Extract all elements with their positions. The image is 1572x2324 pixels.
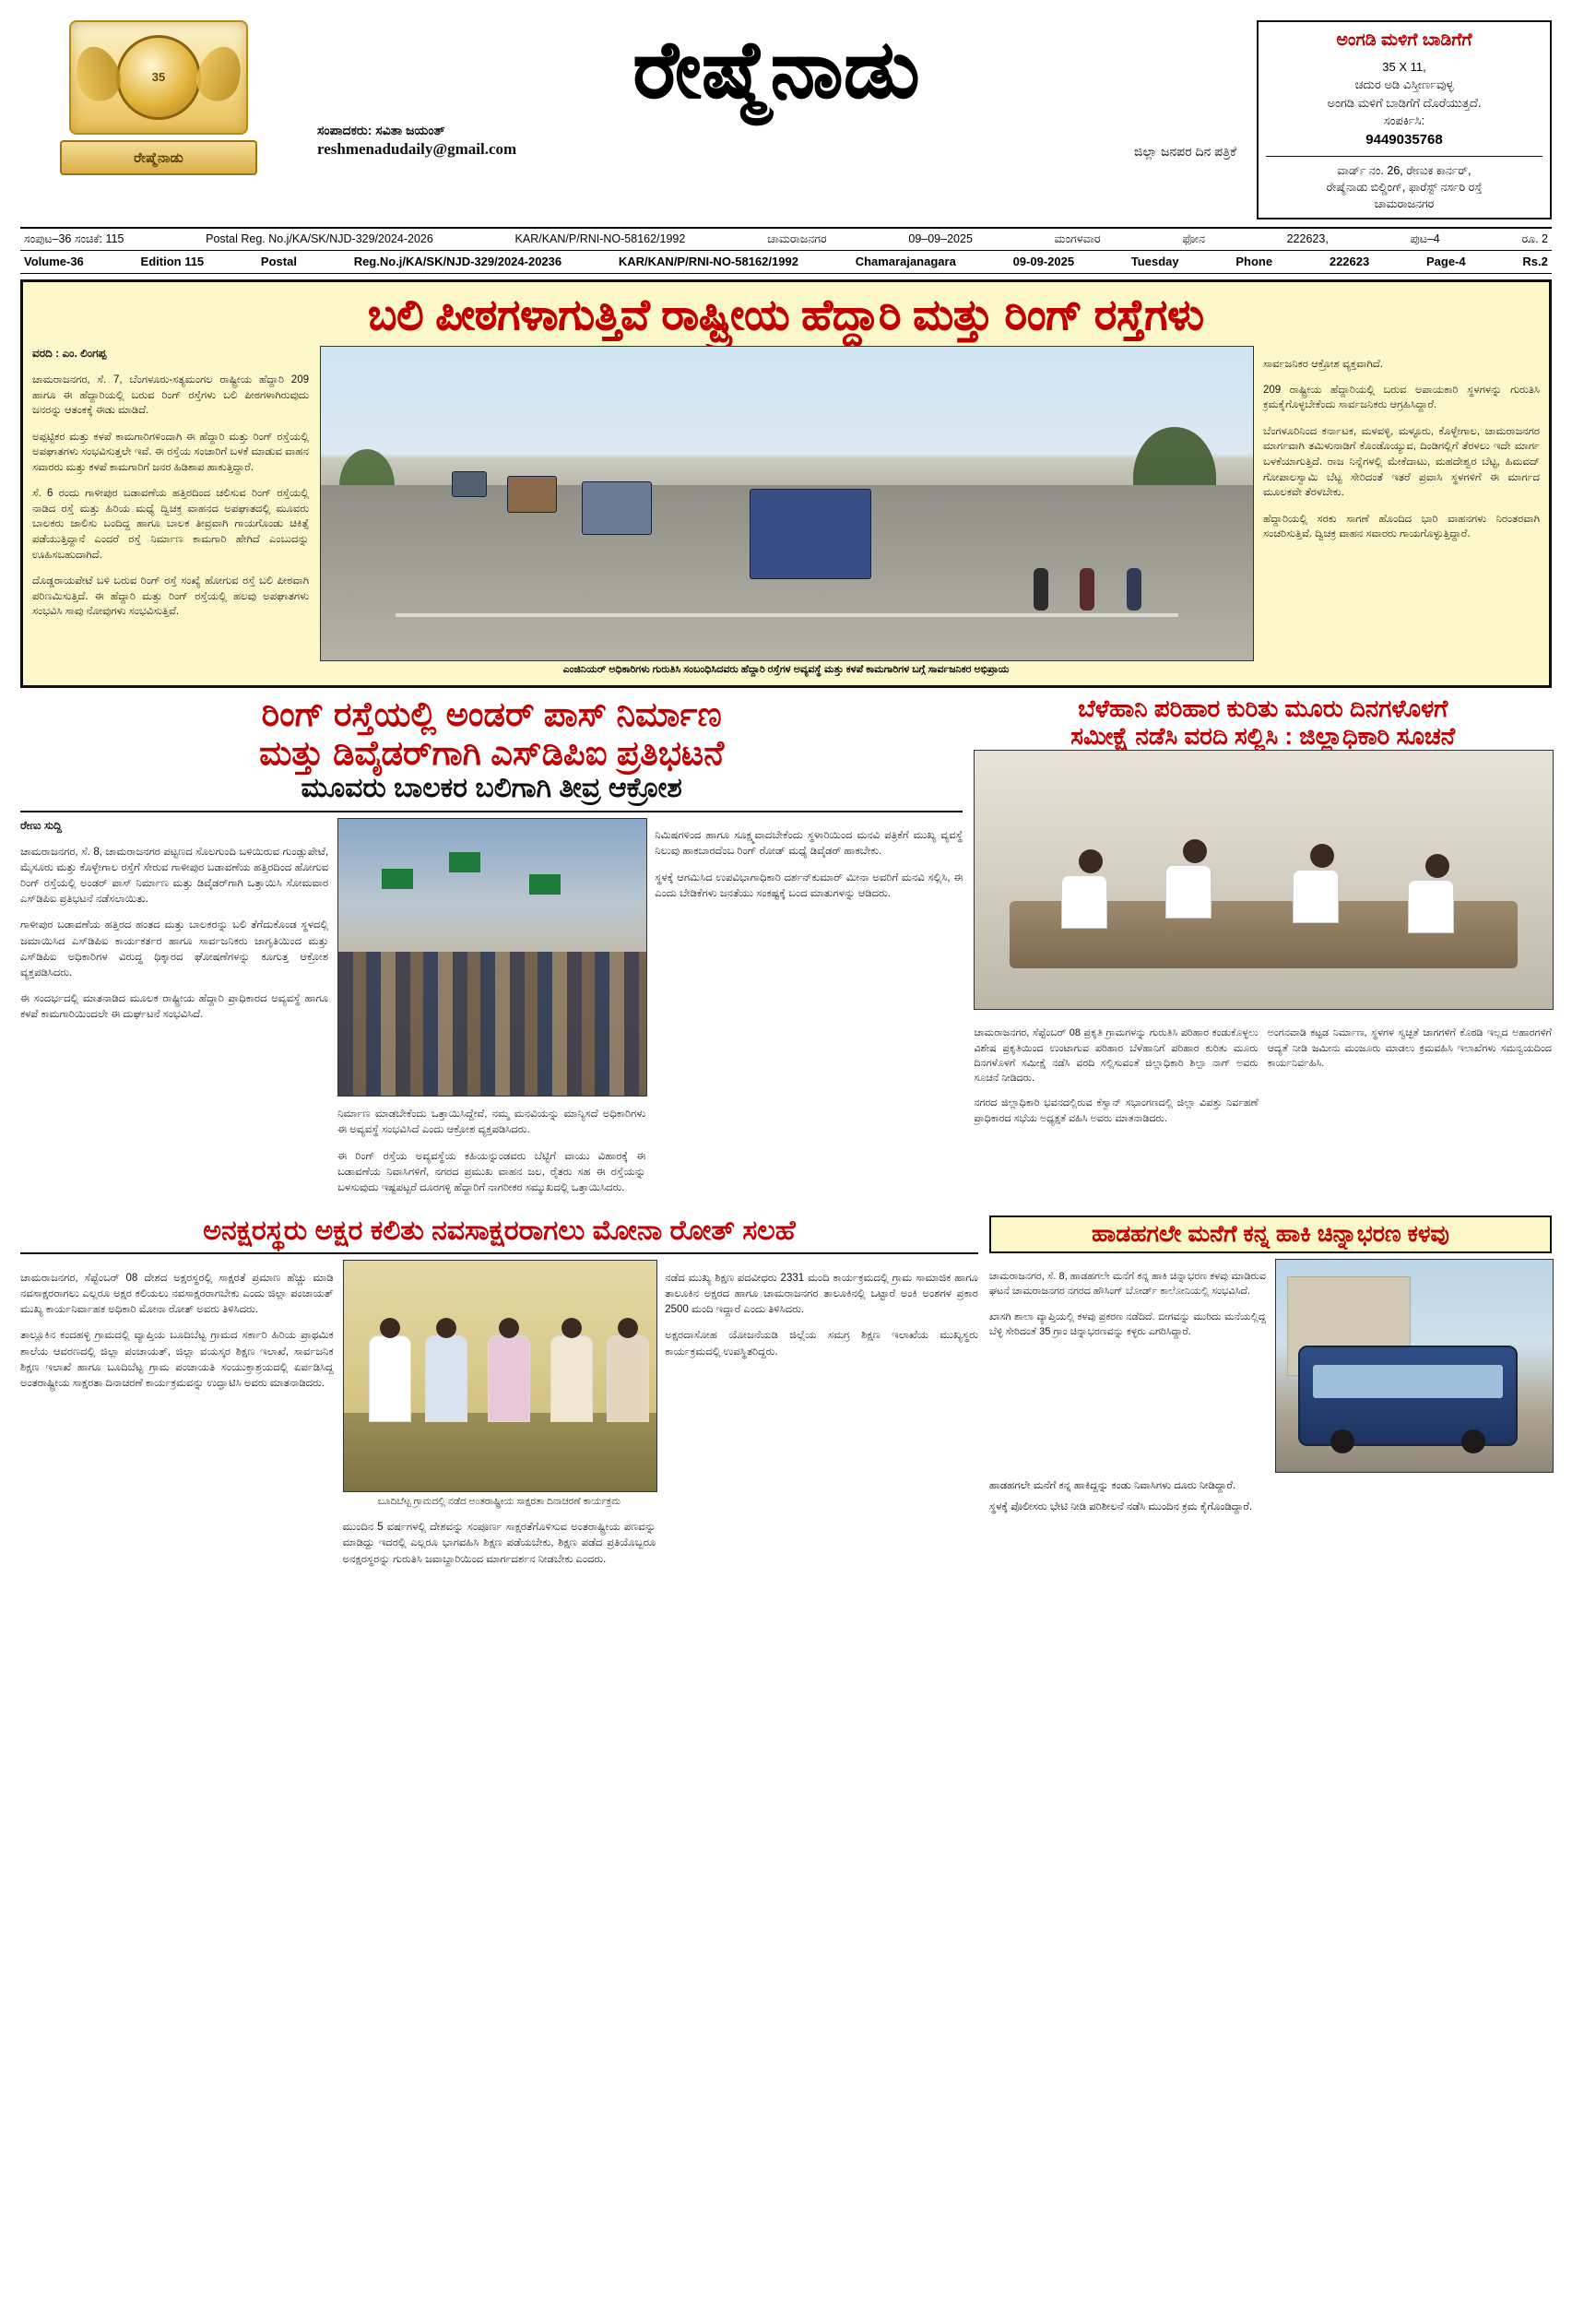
masthead xyxy=(20,17,1552,219)
flag-icon xyxy=(449,852,480,872)
person-icon xyxy=(1293,870,1339,923)
person-icon xyxy=(369,1335,411,1422)
theft-headline: ಹಾಡಹಗಲೇ ಮನೆಗೆ ಕನ್ನ ಹಾಕಿ ಚಿನ್ನಾಭರಣ ಕಳವು xyxy=(989,1215,1552,1253)
flag-icon xyxy=(382,869,413,889)
strip-day-en: Tuesday xyxy=(1130,255,1179,269)
protest-headline-line1: ರಿಂಗ್ ರಸ್ತೆಯಲ್ಲಿ ಅಂಡರ್ ಪಾಸ್ ನಿರ್ಮಾಣ xyxy=(261,695,722,734)
van-window xyxy=(1313,1365,1503,1398)
lead-c3-p3: ಬೆಂಗಳೂರಿನಿಂದ ಕರ್ನಾಟಕ, ಮಳವಳ್ಳಿ, ಮಳ್ಳೂರು, ಕೊಳ್ಳೇಗಾಲ, ಚಾಮರಾಜನಗರ ಮಾರ್ಗವಾಗಿ ತಮಿಳುನಾಡಿಗೆ ಕೊಂಡೊಯ್ಯುವ, ದಿಂಡಿಗಲ್ಲಿಗೆ ತೆರಳಲು ಇದೇ ಮಾರ್ಗ ಬಳಕೆಯಾಗುತ್ತಿದೆ. ರಾಜ ನಿನ್ನೆಗಳಲ್ಲಿ ಮೇಕೆದಾಟು, ಮಹದೇಶ್ವರ ಬೆಟ್ಟ, ಹಿಮವದ್ ಗೋಪಾಲಸ್ವಾಮಿ ಬೆಟ್ಟ ಸೇರಿದಂತೆ ಇತರೆ ಪ್ರವಾಸಿ ಸ್ಥಳಗಳಿಗೆ ಈ ಮಾರ್ಗದ ಮೂಲಕವೇ ತೆರಳಬೇಕು. xyxy=(1263,425,1540,499)
person-icon xyxy=(1079,849,1103,873)
highway-traffic-photo xyxy=(320,346,1254,661)
protest-column-3 xyxy=(655,818,963,1207)
divider xyxy=(20,811,963,812)
strip-row-english xyxy=(20,250,1552,273)
crop-headline-line2: ಸಮೀಕ್ಷೆ ನಡೆಸಿ ವರದಿ ಸಲ್ಲಿಸಿ : ಜಿಲ್ಲಾಧಿಕಾರಿ ಸೂಚನೆ xyxy=(1070,721,1456,750)
lead-c3-p2: 209 ರಾಷ್ಟ್ರೀಯ ಹೆದ್ದಾರಿಯಲ್ಲಿ ಬರುವ ಅಪಾಯಕಾರಿ ಸ್ಥಳಗಳನ್ನು ಗುರುತಿಸಿ ಕ್ರಮಕೈಗೊಳ್ಳಬೇಕೆಂದು ಸಾರ್ವಜನಿಕರು ಆಗ್ರಹಿಸಿದ್ದಾರೆ. xyxy=(1263,384,1540,411)
ad-line1: 35 X 11, xyxy=(1382,59,1426,74)
strip-phone-en: 222623 xyxy=(1329,255,1370,269)
divider xyxy=(20,1252,978,1254)
literacy-c2-p1: ಮುಂದಿನ 5 ವರ್ಷಗಳಲ್ಲಿ ದೇಶವನ್ನು ಸಂಪೂರ್ಣ ಸಾಕ್ಷರತೆಗೊಳಿಸುವ ಅಂತರಾಷ್ಟ್ರೀಯ ಪಣವನ್ನು ಮಾಡಿದ್ದು ಇದರಲ್ಲಿ ಎಲ್ಲರೂ ಭಾಗವಹಿಸಿ ಶಿಕ್ಷಣ ಪಡೆಯಬೇಕು, ಶಿಕ್ಷಣ ಪಡೆದ ಪ್ರತಿಯೊಬ್ಬರೂ ಅನಕ್ಷರಸ್ಥರನ್ನು ಗುರುತಿಸಿ ಜವಾಬ್ದಾರಿಯಿಂದ ಮಾರ್ಗದರ್ಶನ ನೀಡಬೇಕು ಎಂದರು. xyxy=(342,1522,656,1565)
theft-column-1 xyxy=(989,1259,1266,1473)
lead-photo-caption: ಎಂಜಿನಿಯರ್ ಅಧಿಕಾರಿಗಳು ಗುರುತಿಸಿ ಸಂಬಂಧಿಸಿದವರು ಹೆದ್ದಾರಿ ರಸ್ತೆಗಳ ಅವ್ಯವಸ್ಥೆ ಮತ್ತು ಕಳಪೆ ಕಾಮಗಾರಿಗಳ ಬಗ್ಗೆ ಸಾರ್ವಜನಿಕರ ಅಭಿಪ್ರಾಯ xyxy=(562,664,1010,676)
person-icon xyxy=(1061,875,1107,929)
strip-place-en: Chamarajanagara xyxy=(855,255,956,269)
protest-c2-p1: ನಿರ್ಮಾಣ ಮಾಡಬೇಕೆಂದು ಒತ್ತಾಯಿಸಿದ್ದೇವೆ, ನಮ್ಮ ಮನವಿಯನ್ನು ಮಾನ್ಯಿಸದೆ ಅಧಿಕಾರಿಗಳು ಈ ಅವ್ಯವಸ್ಥೆ ಸಂಭವಿಸಿದೆ ಎಂದು ಆಕ್ರೋಶ ವ್ಯಕ್ತಪಡಿಸಿದರು. xyxy=(337,1109,646,1136)
strip-pages-kn: ಪುಟ–4 xyxy=(1410,232,1440,246)
tagline: ಜಿಲ್ಲಾ ಜನಪರ ದಿನ ಪತ್ರಿಕೆ xyxy=(1134,144,1236,160)
lead-c3-p1: ಸಾರ್ವಜನಿಕರ ಆಕ್ರೋಶ ವ್ಯಕ್ತವಾಗಿದೆ. xyxy=(1263,358,1383,370)
strip-price-kn: ರೂ. 2 xyxy=(1521,232,1548,246)
strip-date-kn: 09–09–2025 xyxy=(908,232,973,246)
dc-meeting-photo xyxy=(974,750,1554,1010)
protest-crowd-photo xyxy=(337,818,647,1097)
protest-c1-p3: ಈ ಸಂದರ್ಭದಲ್ಲಿ ಮಾತನಾಡಿದ ಮೂಲಕ ರಾಷ್ಟ್ರೀಯ ಹೆದ್ದಾರಿ ಪ್ರಾಧಿಕಾರದ ಅವ್ಯವಸ್ಥೆ ಹಾಗೂ ಕಳಪೆ ಕಾಮಗಾರಿಯಿಂದಲೇ ಈ ದುರ್ಘಟನೆ ಸಂಭವಿಸಿದೆ. xyxy=(20,993,329,1021)
theft-columns xyxy=(989,1259,1552,1473)
vehicle-icon xyxy=(582,481,652,535)
theft-p3: ಹಾಡಹಗಲೇ ಮನೆಗೆ ಕನ್ನ ಹಾಕಿದ್ದನ್ನು ಕಂಡು ನಿವಾಸಿಗಳು ದೂರು ನೀಡಿದ್ದಾರೆ. xyxy=(988,1480,1236,1491)
crop-column-2 xyxy=(1268,1015,1552,1136)
theft-story xyxy=(989,1215,1552,1578)
section-three xyxy=(20,1215,1552,1578)
lead-c1-p4: ದೊಡ್ಡರಾಯಪೇಟೆ ಬಳಿ ಬರುವ ರಿಂಗ್ ರಸ್ತೆ ಸಂಖ್ಯೆ ಹೋಗುವ ರಸ್ತೆ ಬಲಿ ಪೀಠವಾಗಿ ಪರಿಣಮಿಸುತ್ತಿದೆ. ಈ ಹೆದ್ದಾರಿ ಮತ್ತು ರಿಂಗ್ ರಸ್ತೆಯಲ್ಲಿ ಹಲವು ಅಪಘಾತಗಳು ಸಂಭವಿಸಿ ಸಾವು ನೋವುಗಳು ಸಂಭವಿಸುತ್ತಿವೆ. xyxy=(32,575,309,618)
vehicle-icon xyxy=(507,476,557,513)
protest-c1-p2: ಗಾಳೀಪುರ ಬಡಾವಣೆಯ ಹತ್ತಿರದ ಹಂತದ ಮತ್ತು ಬಾಲಕರನ್ನು ಬಲಿ ತೆಗೆದುಕೊಂಡ ಸ್ಥಳದಲ್ಲಿ ಜಮಾಯಿಸಿದ ಎಸ್‌ಡಿಪಿಐ ಕಾರ್ಯಕರ್ತರ ಹಾಗೂ ಸಾರ್ವಜನಿಕರು ಜಾಗೃತಿಯಿಂದ ಮತ್ತು ಎಸ್‌ಡಿಪಿಐ ಅಧಿಕಾರಿಗಳ ವಿರುದ್ಧ ಧಿಕ್ಕಾರದ ಘೋಷಣೆಗಳನ್ನು ಕೂಗುತ್ತ ಆಕ್ರೋಶ ವ್ಯಕ್ತಪಡಿಸಿದರು. xyxy=(20,919,329,978)
person-icon xyxy=(425,1335,467,1422)
lead-c1-p3: ಸೆ. 6 ರಂದು ಗಾಳೀಪುರ ಬಡಾವಣೆಯ ಹತ್ತಿರದಿಂದ ಚಲಿಸುವ ರಿಂಗ್ ರಸ್ತೆಯಲ್ಲಿ ನಾಡಿದ ರಸ್ತೆ ಮತ್ತು ಹಿರಿಯ ಮಧ್ಯೆ ದ್ವಿಚಕ್ರ ವಾಹನದ ಅಪಘಾತದಲ್ಲಿ ಮೂವರು ಬಾಲಕರು ಜಾಲಿಸು ಬಂದಿದ್ದ ಹಾಗೂ ಬಾಲಕ ತೀವ್ರವಾಗಿ ಗಾಯಗೊಂಡು ಚಿಕಿತ್ಸೆ ಪಡೆಯುತ್ತಿದ್ದಾನೆ ಎಂದರೆ ರಸ್ತೆ ನಿರ್ಮಾಣ ಕಾಮಗಾರಿ ಹೇಗಿದೆ ಎಂಬುದನ್ನು ಊಹಿಸಬಹುದಾಗಿದೆ. xyxy=(32,488,309,561)
theft-p4: ಸ್ಥಳಕ್ಕೆ ಪೊಲೀಸರು ಭೇಟಿ ನೀಡಿ ಪರಿಶೀಲನೆ ನಡೆಸಿ ಮುಂದಿನ ಕ್ರಮ ಕೈಗೊಂಡಿದ್ದಾರೆ. xyxy=(988,1501,1253,1513)
lead-column-3 xyxy=(1263,346,1540,676)
paper-title: ರೇಷ್ಮೆನಾಡು xyxy=(632,26,921,114)
literacy-column-2 xyxy=(343,1260,656,1578)
email-label[interactable]: reshmenadudaily@gmail.com xyxy=(317,140,517,159)
wheel-icon xyxy=(1330,1429,1354,1453)
ad-line2: ಚದುರ ಅಡಿ ವಿಸ್ತೀರ್ಣವುಳ್ಳ xyxy=(1354,77,1454,91)
person-icon xyxy=(1310,844,1334,868)
lead-c1-p1: ಚಾಮರಾಜನಗರ, ಸೆ. 7, ಬೆಂಗಳೂರು-ಸತ್ಯಮಂಗಲ ರಾಷ್ಟ್ರೀಯ ಹೆದ್ದಾರಿ 209 ಹಾಗೂ ಈ ಹೆದ್ದಾರಿಯಲ್ಲಿ ಬರುವ ರಿಂಗ್ ರಸ್ತೆಗಳು ಬಲಿ ಪೀಠಗಳಾಗಿರುವುದು ಜನರನ್ನು ಆತಂಕಕ್ಕೆ ಈಡು ಮಾಡಿದೆ. xyxy=(32,374,309,417)
ad-line3: ಅಂಗಡಿ ಮಳಿಗೆ ಬಾಡಿಗೆಗೆ ದೊರೆಯುತ್ತದೆ. xyxy=(1327,95,1482,110)
strip-phone-label-en: Phone xyxy=(1235,255,1273,269)
publication-info-strip xyxy=(20,227,1552,273)
protest-subheadline: ಮೂವರು ಬಾಲಕರ ಬಲಿಗಾಗಿ ತೀವ್ರ ಆಕ್ರೋಶ xyxy=(301,773,682,804)
crop-column-1 xyxy=(974,1015,1258,1136)
house-and-van-photo xyxy=(1275,1259,1554,1473)
strip-phone-label-kn: ಫೋನ xyxy=(1182,232,1205,246)
strip-row-kannada xyxy=(20,229,1552,250)
strip-place-kn: ಚಾಮರಾಜನಗರ xyxy=(767,232,827,246)
logo-block xyxy=(20,17,297,175)
vehicle-icon xyxy=(750,489,871,579)
protest-c2-p2: ಈ ರಿಂಗ್ ರಸ್ತೆಯ ಅವ್ಯವಸ್ಥೆಯ ಕಹಿಯನ್ನುಂಡವರು ಬೆಟ್ಟಿಗೆ ವಾಯು ವಿಹಾರಕ್ಕೆ ಈ ಬಡಾವಣೆಯ ನಿವಾಸಿಗಳಿಗೆ, ನಗರದ ಪ್ರಮುಖ ವಾಹನ ಜಲ, ರೈತರು ಸಹ ಈ ರಸ್ತೆಯನ್ನು ಬಳಸುವುದು ಇಷ್ಟಪಟ್ಟರೆ ದೂರಗಳ್ಳಿ ಹೆದ್ದಾರಿಗೆ ನಾಗರೀಕರ ಸಮ್ಮುಖದಲ್ಲಿ ಒತ್ತಾಯಿಸಿದರು. xyxy=(337,1150,646,1193)
strip-volume-kn: ಸಂಪುಟ–36 ಸಂಚಿಕೆ: 115 xyxy=(24,232,124,246)
flag-icon xyxy=(529,874,561,895)
literacy-c3-p1: ನಡೆದ ಮುಖ್ಯ ಶಿಕ್ಷಣ ಪದವೀಧರು 2331 ಮಂದಿ ಕಾರ್ಯಕ್ರಮದಲ್ಲಿ ಗ್ರಾಮ ಸಾಮಾಜಿಕ ಹಾಗೂ ತಾಲೂಕಿನ ಅಕ್ಷರದ ಹಾಗೂ ಚಾಮರಾಜನಗರ ತಾಲೂಕಿನಲ್ಲಿ ಒಟ್ಟಾರೆ ಅಂಕಿ ಅಂಶಗಳ ಪ್ರಕಾರ 2500 ಮಂದಿ ಇದ್ದಾರೆ ಎಂದು ತಿಳಿಸಿದರು. xyxy=(665,1272,978,1315)
person-icon xyxy=(1034,568,1048,611)
medal-wing-left-icon xyxy=(69,41,126,106)
stage-area xyxy=(344,1413,657,1491)
protest-headline-line2: ಮತ್ತು ಡಿವೈಡರ್‌ಗಾಗಿ ಎಸ್‌ಡಿಪಿಐ ಪ್ರತಿಭಟನೆ xyxy=(259,734,725,773)
person-icon xyxy=(607,1335,649,1422)
person-icon xyxy=(1183,839,1207,863)
theft-p1: ಚಾಮರಾಜನಗರ, ಸೆ. 8, ಹಾಡಹಗಲೇ ಮನೆಗೆ ಕನ್ನ ಹಾಕಿ ಚಿನ್ನಾಭರಣ ಕಳವು ಮಾಡಿರುವ ಘಟನೆ ಚಾಮರಾಜನಗರ ನಗರದ ಹೌಸಿಂಗ್ ಬೋರ್ಡ್ ಕಾಲೋನಿಯಲ್ಲಿ ಸಂಭವಿಸಿದೆ. xyxy=(988,1271,1266,1298)
lead-c1-p2: ಅಪ್ಪಟ್ಟಿಕರ ಮತ್ತು ಕಳಪೆ ಕಾಮಗಾರಿಗಳಿಂದಾಗಿ ಈ ಹೆದ್ದಾರಿ ಮತ್ತು ರಿಂಗ್ ರಸ್ತೆಯಲ್ಲಿ ಅಪಘಾತಗಳು ಸಂಭವಿಸುತ್ತಲೇ ಇವೆ. ಈ ರಸ್ತೆಯ ಸಂಚಾರಿಗೆ ಬಳಕೆ ಮಾಡುವ ವಾಹನ ಸವಾರರು ಮತ್ತು ಕಳಪೆ ಕಾಮಗಾರಿಗೆ ಜನರ ಹಿಡಿಶಾಪ ಹಾಕುತ್ತಿದ್ದಾರೆ. xyxy=(32,431,309,473)
classified-ad-box xyxy=(1257,20,1552,219)
literacy-c1-p2: ತಾಲ್ಲೂಕಿನ ಕಂದಹಳ್ಳಿ ಗ್ರಾಮದಲ್ಲಿ ವ್ಯಾಪ್ತಿಯ ಬೂದಿಬೆಟ್ಟ ಗ್ರಾಮದ ಸರ್ಕಾರಿ ಹಿರಿಯ ಪ್ರಾಥಮಿಕ ಶಾಲೆಯ ಆವರಣದಲ್ಲಿ ಜಿಲ್ಲಾ ಪಂಚಾಯತ್, ಜಿಲ್ಲಾ ವಯಸ್ಕರ ಶಿಕ್ಷಣ ಇಲಾಖೆ, ಸಾರ್ವಜನಿಕ ಶಿಕ್ಷಣ ಇಲಾಖೆ ಹಾಗೂ ಬೂದಿಬೆಟ್ಟ ಗ್ರಾಮ ಪಂಚಾಯತಿ ಸಂಯುಕ್ತಾಶ್ರಯದಲ್ಲಿ ಏರ್ಪಡಿಸಿದ್ದ ಅಂತರಾಷ್ಟ್ರೀಯ ಸಾಕ್ಷರತಾ ದಿನಾಚರಣೆ ಕಾರ್ಯಕ್ರಮವನ್ನು ಉದ್ಘಾಟಿಸಿ ಅವರು ಮಾತನಾಡಿದರು. xyxy=(20,1330,334,1389)
strip-rni-kn: KAR/KAN/P/RNI-NO-58162/1992 xyxy=(514,232,686,246)
literacy-c3-p2: ಅಕ್ಷರದಾಸೋಹ ಯೋಜನೆಯಡಿ ಜಿಲ್ಲೆಯ ಸಮಗ್ರ ಶಿಕ್ಷಣ ಇಲಾಖೆಯ ಮುಖ್ಯಸ್ಥರು ಕಾರ್ಯಕ್ರಮದಲ್ಲಿ ಉಪಸ್ಥಿತರಿದ್ದರು. xyxy=(665,1330,978,1358)
protest-c3-p2: ಸ್ಥಳಕ್ಕೆ ಆಗಮಿಸಿದ ಉಪವಿಭಾಗಾಧಿಕಾರಿ ದರ್ಶನ್‌ಕುಮಾರ್ ಮೀನಾ ಅವರಿಗೆ ಮನವಿ ಸಲ್ಲಿಸಿ, ಈ ಎಂದು ಬೇಡಿಕೆಗಳು ಜನತೆಯು ಸಂಕಷ್ಟಕ್ಕೆ ಬಂದ ಮಾತುಗಳನ್ನು ಆಡಿದರು. xyxy=(655,872,963,899)
ad-address-3: ಚಾಮರಾಜನಗರ xyxy=(1374,197,1435,211)
protest-column-2 xyxy=(337,818,645,1207)
ad-title: ಅಂಗಡಿ ಮಳಿಗೆ ಬಾಡಿಗೆಗೆ xyxy=(1336,30,1472,50)
literacy-column-3 xyxy=(665,1260,978,1578)
protest-story xyxy=(20,695,963,1206)
literacy-headline: ಅನಕ್ಷರಸ್ಥರು ಅಕ್ಷರ ಕಲಿತು ನವಸಾಕ್ಷರರಾಗಲು ಮೋನಾ ರೋತ್ ಸಲಹೆ xyxy=(203,1215,796,1247)
crop-c5-p1: ಅಂಗನವಾಡಿ ಕಟ್ಟಡ ನಿರ್ಮಾಣ, ಸ್ಥಳಗಳ ಸ್ವಚ್ಛತೆ ಜಾಗಗಳಿಗೆ ಕೊಠಡಿ ಇಲ್ಲದ ಅಹಾರಗಳಿಗೆ ಆದ್ಯತೆ ನೀಡಿ ಜಮೀನು ಮಂಜೂರು ಮಾಡಲು ಕ್ರಮವಹಿಸಿ ಇಲಾಖೆಗಳು ಸಮನ್ವಯದಿಂದ ಕಾರ್ಯನಿರ್ವಹಿಸಿ. xyxy=(1267,1027,1552,1069)
crop-c4-p2: ನಗರದ ಜಿಲ್ಲಾಧಿಕಾರಿ ಭವನದಲ್ಲಿರುವ ಕೆಸ್ವಾನ್ ಸಭಾಂಗಣದಲ್ಲಿ ಜಿಲ್ಲಾ ವಿಪತ್ತು ನಿರ್ವಹಣೆ ಪ್ರಾಧಿಕಾರದ ಸಭೆಯ ಅಧ್ಯಕ್ಷತೆ ವಹಿಸಿ ಅವರು ಮಾತನಾಡಿದರು. xyxy=(974,1097,1259,1124)
protest-column-1 xyxy=(20,818,328,1207)
ad-address-1: ವಾರ್ಡ್ ನಂ. 26, ರೇಣುಕ ಕಾರ್ನರ್, xyxy=(1337,164,1472,177)
theft-column-2 xyxy=(1275,1259,1552,1473)
crop-headline-line1: ಬೆಳೆಹಾನಿ ಪರಿಹಾರ ಕುರಿತು ಮೂರು ದಿನಗಳೊಳಗೆ xyxy=(1078,694,1448,723)
logo-banner: ರೇಷ್ಮೆನಾಡು xyxy=(60,140,257,175)
medal-ring-label: 35 xyxy=(116,35,201,120)
section-two xyxy=(20,695,1552,1206)
lane-marking xyxy=(396,613,1178,617)
person-icon xyxy=(1127,568,1141,611)
strip-postal-en: Reg.No.j/KA/SK/NJD-329/2024-20236 xyxy=(353,255,562,269)
lead-story xyxy=(20,279,1552,689)
title-subline xyxy=(306,122,1247,160)
theft-p2: ಖಾಸಗಿ ಶಾಲಾ ವ್ಯಾಪ್ತಿಯಲ್ಲಿ ಕಳವು ಪ್ರಕರಣ ನಡೆದಿದೆ. ಬೀಗವನ್ನು ಮುರಿದು ಮನೆಯಲ್ಲಿದ್ದ ಬೆಳ್ಳಿ ಸೇರಿದಂತೆ 35 ಗ್ರಾಂ ಚಿನ್ನಾಭರಣವನ್ನು ಕಳ್ಳರು ಎಗರಿಸಿದ್ದಾರೆ. xyxy=(988,1310,1266,1337)
medal-wing-right-icon xyxy=(191,41,248,106)
ad-address-2: ರೇಷ್ಮೆನಾಡು ಬಿಲ್ಡಿಂಗ್, ಫಾರೆಸ್ಟ್ ನರ್ಸರಿ ರಸ್ತೆ xyxy=(1326,181,1483,195)
protest-columns xyxy=(20,818,963,1207)
literacy-column-1 xyxy=(20,1260,334,1578)
strip-rni-en: KAR/KAN/P/RNI-NO-58162/1992 xyxy=(618,255,798,269)
strip-date-en: 09-09-2025 xyxy=(1012,255,1075,269)
person-icon xyxy=(1425,854,1449,878)
strip-phone-kn: 222623, xyxy=(1286,232,1329,246)
crop-loss-story xyxy=(974,695,1552,1206)
literacy-c1-p1: ಚಾಮರಾಜನಗರ, ಸೆಪ್ಟೆಂಬರ್ 08 ದೇಶದ ಅಕ್ಷರಸ್ಥರಲ್ಲಿ ಸಾಕ್ಷರತೆ ಪ್ರಮಾಣ ಹೆಚ್ಚು ಮಾಡಿ ನವಸಾಕ್ಷರರಾಗಲು ಎಲ್ಲರೂ ಅಕ್ಷರ ಕಲಿಯಲು ನವಸಾಕ್ಷರರಾಗಬೇಕು ಎಂದು ಜಿಲ್ಲಾ ಪಂಚಾಯತ್ ಮುಖ್ಯ ಕಾರ್ಯನಿರ್ವಾಹಕ ಅಧಿಕಾರಿ ಮೋನಾ ರೋತ್ ಅವರು ತಿಳಿಸಿದರು. xyxy=(20,1272,334,1315)
lead-photo-block xyxy=(320,346,1252,676)
protest-c3-p1: ನಿಮಿಷಗಳಿಂದ ಹಾಗೂ ಸೂಕ್ಷ್ಮವಾದಬೇಕೆಂದು ಸ್ಥಳಾರಿಯಿಂದ ಮನವಿ ಪತ್ರಿಕೆಗೆ ಮುಖ್ಯ ವ್ಯವಸ್ಥೆ ನಿಲುವು ಹಾಕಬಾರದೆಂಬ ರಿಂಗ್ ರೋಡ್ ಮಧ್ಯೆ ಡಿವೈಡರ್ ಹಾಕಬೇಕು. xyxy=(655,830,963,858)
person-icon xyxy=(1408,880,1454,933)
strip-day-kn: ಮಂಗಳವಾರ xyxy=(1054,232,1101,246)
strip-pages-en: Page-4 xyxy=(1425,255,1466,269)
ad-phone[interactable]: 9449035768 xyxy=(1365,131,1443,148)
strip-postal-kn: Postal Reg. No.j/KA/SK/NJD-329/2024-2026 xyxy=(206,232,433,246)
ad-divider xyxy=(1266,156,1542,157)
lead-headline: ಬಲಿ ಪೀಠಗಳಾಗುತ್ತಿವೆ ರಾಷ್ಟ್ರೀಯ ಹೆದ್ದಾರಿ ಮತ್ತು ರಿಂಗ್ ರಸ್ತೆಗಳು xyxy=(368,290,1204,338)
literacy-event-photo xyxy=(343,1260,658,1492)
ad-contact-label: ಸಂಪರ್ಕಿಸಿ: xyxy=(1383,113,1425,127)
person-icon xyxy=(1165,865,1212,919)
crowd-area xyxy=(338,952,646,1096)
wheel-icon xyxy=(1461,1429,1485,1453)
person-icon xyxy=(488,1335,530,1422)
crop-columns xyxy=(974,1015,1552,1136)
strip-price-en: Rs.2 xyxy=(1522,255,1548,269)
protest-c1-p1: ಚಾಮರಾಜನಗರ, ಸೆ. 8, ಚಾಮರಾಜನಗರ ಪಟ್ಟಣದ ಸೊಲಗುಂದಿ ಬಳಿಯಿರುವ ಗುಂಡ್ಲುಪೇಟೆ, ಮೈಸೂರು ಮತ್ತು ಕೊಳ್ಳೇಗಾಲ ರಸ್ತೆಗೆ ಸೇರುವ ಗಾಳೀಪುರ ಬಡಾವಣೆಯ ಹತ್ತಿರದಿಂದ ಹೋಗುವ ರಿಂಗ್ ರಸ್ತೆಯಲ್ಲಿ ಅಂಡರ್ ಪಾಸ್ ನಿರ್ಮಾಣ ಮತ್ತು ಡಿವೈಡರ್‌ಗಾಗಿ ಒತ್ತಾಯಿಸಿ ಸೋಮವಾರ ಎಸ್‌ಡಿಪಿಐ ಪ್ರತಿಭಟನೆ ನಡೆಸಲಾಯಿತು. xyxy=(20,846,329,905)
title-block xyxy=(306,17,1247,160)
literacy-columns xyxy=(20,1260,978,1578)
person-icon xyxy=(1080,568,1094,611)
lead-body xyxy=(32,346,1540,676)
lead-column-1 xyxy=(32,346,309,676)
vehicle-icon xyxy=(452,471,487,497)
literacy-story xyxy=(20,1215,978,1578)
protest-byline: ರೇಣು ಸುದ್ದಿ xyxy=(20,818,62,832)
editor-label: ಸಂಪಾದಕರು: ಸವಿತಾ ಜಯಂತ್ xyxy=(317,123,445,138)
strip-edition-en: Edition 115 xyxy=(140,255,205,269)
van-icon xyxy=(1298,1346,1518,1447)
strip-volume-en: Volume-36 xyxy=(24,255,84,269)
anniversary-medal-icon xyxy=(69,20,248,135)
lead-byline: ವರದಿ : ಎಂ. ಲಿಂಗಪ್ಪ xyxy=(32,347,107,361)
strip-postal-label-en: Postal xyxy=(260,255,297,269)
literacy-photo-caption: ಬೂದಿಬೆಟ್ಟ ಗ್ರಾಮದಲ್ಲಿ ನಡೆದ ಅಂತರಾಷ್ಟ್ರೀಯ ಸಾಕ್ಷರತಾ ದಿನಾಚರಣೆ ಕಾರ್ಯಕ್ರಮ xyxy=(377,1496,621,1508)
crop-c4-p1: ಚಾಮರಾಜನಗರ, ಸೆಪ್ಟೆಂಬರ್ 08 ಪ್ರಕೃತಿ ಗ್ರಾಮಗಳನ್ನು ಗುರುತಿಸಿ ಪರಿಹಾರ ಕಂಡುಕೊಳ್ಳಲು ವಿಶೇಷ ಪ್ರಕೃತಿಯಿಂದ ಉಂಟಾಗುವ ಪರಿಹಾರ ಬೆಳೆಹಾನಿಗೆ ಪರಿಹಾರ ಕುರಿತು ಮೂರು ದಿನಗಳೊಳಗೆ ಸಮೀಕ್ಷೆ ನಡೆಸಿ ವರದಿ ಸಲ್ಲಿಸುವಂತೆ ಜಿಲ್ಲಾಧಿಕಾರಿ ಶಿಲ್ಪಾ ನಾಗ್ ಅವರು ಸೂಚನೆ ನೀಡಿದರು. xyxy=(974,1027,1259,1085)
lead-c3-p4: ಹೆದ್ದಾರಿಯಲ್ಲಿ ಸರಕು ಸಾಗಣೆ ಹೊಂದಿದ ಭಾರಿ ವಾಹನಗಳು ನಿರಂತರವಾಗಿ ಸಂಚರಿಸುತ್ತಿವೆ. ದ್ವಿಚಕ್ರ ವಾಹನ ಸವಾರರು ಗಾಯಗೊಳ್ಳುತ್ತಿದ್ದಾರೆ. xyxy=(1263,513,1540,540)
person-icon xyxy=(550,1335,593,1422)
